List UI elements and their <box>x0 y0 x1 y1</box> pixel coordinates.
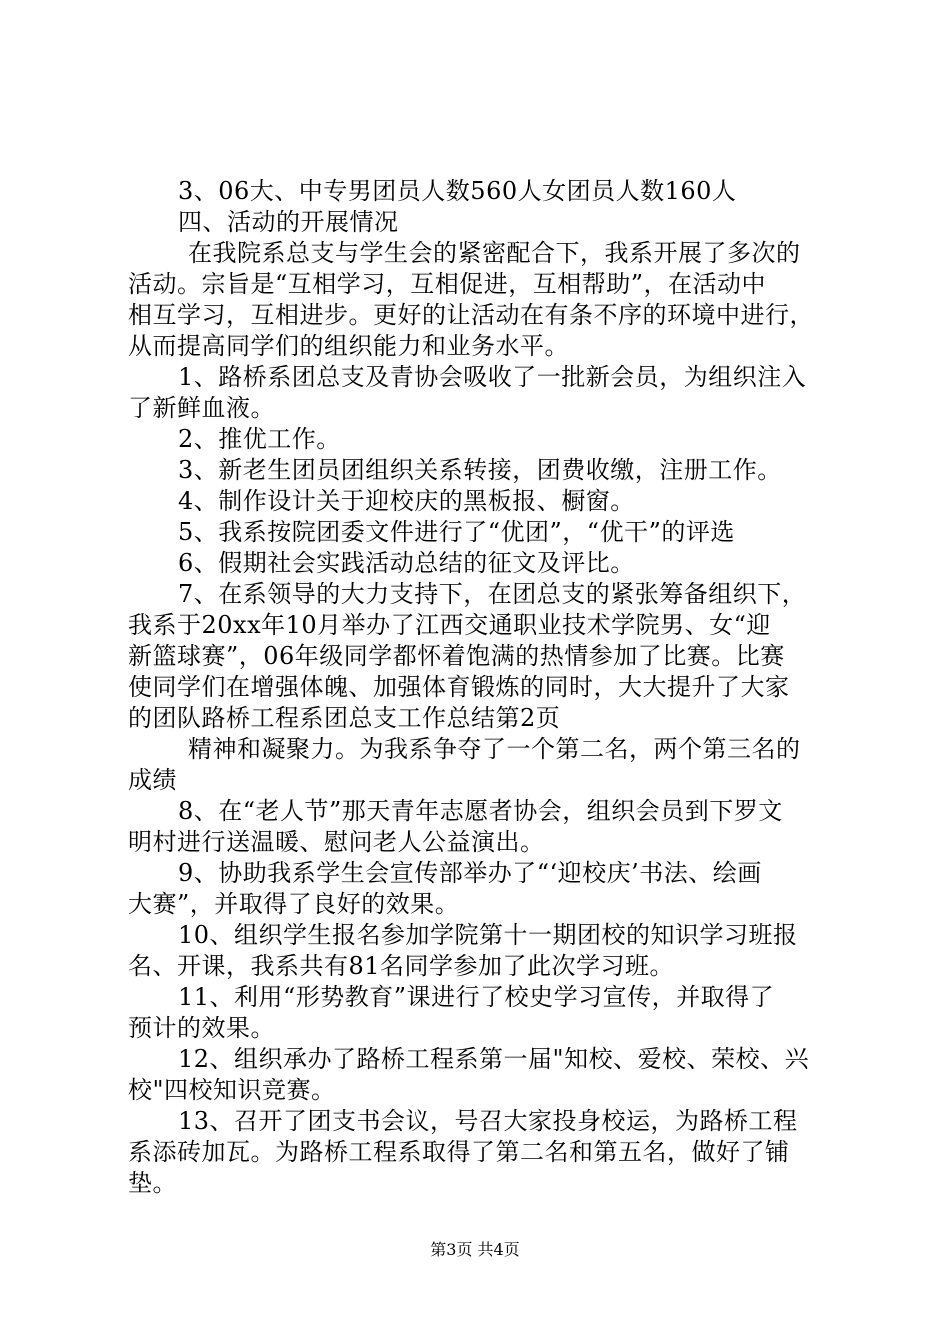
text-line: 使同学们在增强体魄、加强体育锻炼的同时，大大提升了大家 <box>128 673 790 701</box>
text-line: 成绩 <box>128 766 177 794</box>
text-line: 10、组织学生报名参加学院第十一期团校的知识学习班报 <box>178 921 798 949</box>
text-line: 的团队路桥工程系团总支工作总结第2页 <box>128 704 561 732</box>
page-footer <box>0 1240 950 1260</box>
text-line: 6、假期社会实践活动总结的征文及评比。 <box>178 549 635 577</box>
text-line: 5、我系按院团委文件进行了“优团”，“优干”的评选 <box>178 518 735 546</box>
text-line: 活动。宗旨是“互相学习，互相促进，互相帮助”，在活动中 <box>128 270 767 298</box>
text-line: 了新鲜血液。 <box>128 394 275 422</box>
text-line: 4、制作设计关于迎校庆的黑板报、橱窗。 <box>178 487 635 515</box>
text-line: 系添砖加瓦。为路桥工程系取得了第二名和第五名，做好了铺 <box>128 1138 790 1166</box>
text-line: 精神和凝聚力。为我系争夺了一个第二名，两个第三名的 <box>188 735 801 763</box>
text-line: 名、开课，我系共有81名同学参加了此次学习班。 <box>128 952 675 980</box>
text-line: 垫。 <box>128 1169 177 1197</box>
text-line: 从而提高同学们的组织能力和业务水平。 <box>128 332 569 360</box>
text-line: 新篮球赛”，06年级同学都怀着饱满的热情参加了比赛。比赛 <box>128 642 785 670</box>
text-line: 在我院系总支与学生会的紧密配合下，我系开展了多次的 <box>188 239 801 267</box>
text-line: 9、协助我系学生会宣传部举办了“‘迎校庆’书法、绘画 <box>178 859 762 887</box>
text-line: 7、在系领导的大力支持下，在团总支的紧张筹备组织下， <box>178 580 807 608</box>
text-line: 3、06大、中专男团员人数560人女团员人数160人 <box>178 177 737 205</box>
text-line: 13、召开了团支书会议，号召大家投身校运，为路桥工程 <box>178 1107 798 1135</box>
text-line: 明村进行送温暖、慰问老人公益演出。 <box>128 828 545 856</box>
text-line: 8、在“老人节”那天青年志愿者协会，组织会员到下罗文 <box>178 797 783 825</box>
text-line: 校"四校知识竞赛。 <box>128 1076 336 1104</box>
section-heading: 四、活动的开展情况 <box>178 208 399 236</box>
text-line: 相互学习，互相进步。更好的让活动在有条不序的环境中进行， <box>128 301 814 329</box>
text-line: 12、组织承办了路桥工程系第一届"知校、爱校、荣校、兴 <box>178 1045 810 1073</box>
page-number-label: 第3页 共4页 <box>430 1240 520 1259</box>
document-body <box>128 176 828 1199</box>
text-line: 2、推优工作。 <box>178 425 341 453</box>
text-line: 1、路桥系团总支及青协会吸收了一批新会员，为组织注入 <box>178 363 807 391</box>
text-line: 3、新老生团员团组织关系转接，团费收缴，注册工作。 <box>178 456 782 484</box>
text-line: 11、利用“形势教育”课进行了校史学习宣传，并取得了 <box>178 983 775 1011</box>
text-line: 大赛”，并取得了良好的效果。 <box>128 890 460 918</box>
text-line: 预计的效果。 <box>128 1014 275 1042</box>
text-line: 我系于20xx年10月举办了江西交通职业技术学院男、女“迎 <box>128 611 771 639</box>
